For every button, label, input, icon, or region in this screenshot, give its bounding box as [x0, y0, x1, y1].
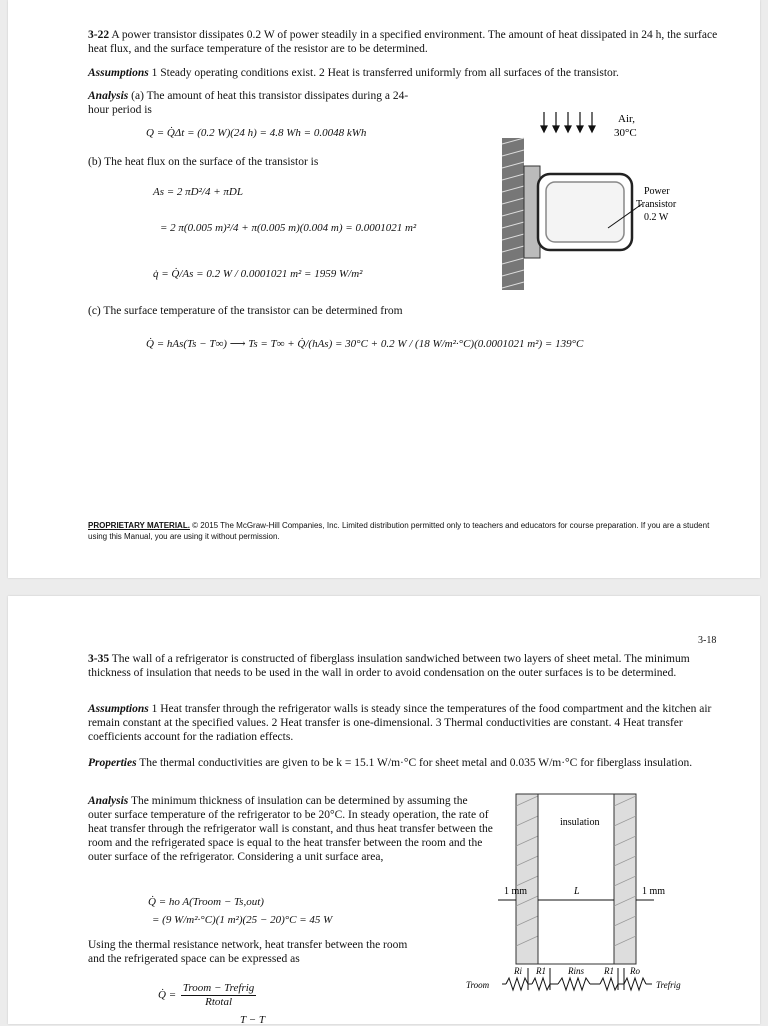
- analysis-label-2: Analysis: [88, 795, 129, 807]
- assumptions-label: Assumptions: [88, 67, 149, 79]
- document-page-1: [8, 0, 760, 578]
- equation-heat-rate: Q̇ = ho A(Troom − Ts,out): [148, 896, 264, 908]
- properties: [88, 756, 728, 770]
- assumptions-text-2: 1 Heat transfer through the refrigerator walls is steady since the temperatures of the food compartment and the kitchen air remain constant at the specified values. 2 Heat transfer is one-dimensional. 3 Thermal conductivities are constant. 4 Heat transfer coefficients account for the radiation effects.: [88, 703, 712, 743]
- analysis-text-2: The minimum thickness of insulation can be determined by assuming the outer surface temperature of the refrigerator to be 20°C. In steady operation, the rate of heat transfer through the refrigerator wall is constant, and thus heat transfer between the room and the refrigerated space is equal to the heat transfer between the room and the outer surface of the refrigerator. Considering a unit surface area,: [88, 795, 493, 863]
- r-label-1b: R1: [604, 966, 614, 976]
- document-page-2: [8, 596, 760, 1024]
- equation-b2: = 2 π(0.005 m)²/4 + π(0.005 m)(0.004 m) = 0.0001021 m²: [160, 222, 417, 234]
- right-sheet-metal: [614, 794, 636, 964]
- equation-heat-rate-value: = (9 W/m²·°C)(1 m²)(25 − 20)°C = 45 W: [152, 914, 333, 926]
- network-text: Using the thermal resistance network, heat transfer between the room and the refrigerated space can be expressed as: [88, 939, 408, 965]
- assumptions-text: 1 Steady operating conditions exist. 2 Heat is transferred uniformly from all surfaces of the transistor.: [151, 67, 619, 79]
- footer-bold: PROPRIETARY MATERIAL.: [88, 521, 190, 530]
- refrigerator-wall-figure: [458, 792, 718, 1024]
- problem-statement-2: [88, 652, 728, 680]
- equation-b3: q̇ = Q̇/As = 0.2 W / 0.0001021 m² = 1959 W/m²: [153, 268, 363, 280]
- analysis-2: [88, 794, 493, 864]
- equation-network-den: Rtotal: [205, 996, 233, 1008]
- equation-network-fraction: [181, 982, 256, 1009]
- page-number: 3-18: [698, 635, 717, 646]
- transistor-figure: [488, 104, 728, 304]
- r-label-i: Ri: [514, 966, 522, 976]
- copyright-footer: [88, 520, 718, 542]
- footer-text: © 2015 The McGraw-Hill Companies, Inc. Limited distribution permitted only to teachers and educators for course preparation. If you are a student using this Manual, you are using it without permission.: [88, 521, 710, 541]
- equation-partial: T − T: [240, 1014, 265, 1026]
- left-sheet-metal: [516, 794, 538, 964]
- air-flow-arrows: [541, 112, 595, 132]
- properties-text: The thermal conductivities are given to be k = 15.1 W/m·°C for sheet metal and 0.035 W/m·°C for fiberglass insulation.: [139, 757, 693, 769]
- analysis-label: Analysis: [88, 90, 129, 102]
- r-label-o: Ro: [630, 966, 640, 976]
- equation-network-num: Troom − Trefrig: [182, 982, 255, 994]
- problem-number-2: 3-35: [88, 653, 110, 665]
- equation-b1: As = 2 πD²/4 + πDL: [153, 186, 243, 198]
- t-refrig-label: Trefrig: [656, 980, 681, 990]
- equation-network: [158, 982, 258, 1009]
- part-c-text: (c) The surface temperature of the transistor can be determined from: [88, 305, 403, 317]
- t-room-label: Troom: [466, 980, 490, 990]
- insulation-thickness-label: L: [574, 886, 580, 897]
- air-label: Air,: [618, 113, 635, 125]
- assumptions-label-2: Assumptions: [88, 703, 149, 715]
- r-label-ins: Rins: [568, 966, 585, 976]
- transistor-label-2: Transistor: [636, 199, 677, 210]
- transistor-label-3: 0.2 W: [644, 212, 669, 223]
- problem-text-2: The wall of a refrigerator is constructed of fiberglass insulation sandwiched between two layers of sheet metal. The minimum thickness of insulation that needs to be used in the wall in order to avoid condensation on the outer surfaces is to be determined.: [88, 653, 690, 679]
- equation-network-lhs: Q̇ =: [158, 989, 177, 1002]
- air-temp: 30°C: [614, 127, 637, 139]
- mounting-wall: [502, 138, 524, 290]
- equation-part-a: Q = Q̇Δt = (0.2 W)(24 h) = 4.8 Wh = 0.0048 kWh: [146, 127, 367, 139]
- problem-number: 3-22: [88, 29, 110, 41]
- r-label-1a: R1: [536, 966, 546, 976]
- problem-text: A power transistor dissipates 0.2 W of power steadily in a specified environment. The amount of heat dissipated in 24 h, the surface heat flux, and the surface temperature of the resistor are to be determined.: [88, 29, 718, 55]
- problem-statement: [88, 28, 728, 56]
- left-thickness-label: 1 mm: [504, 886, 528, 897]
- assumptions: [88, 66, 728, 80]
- equation-part-c: Q̇ = hAs(Ts − T∞) ⟶ Ts = T∞ + Q̇/(hAs) = 30°C + 0.2 W / (18 W/m²·°C)(0.0001021 m²) = 139°C: [146, 338, 584, 350]
- properties-label: Properties: [88, 757, 137, 769]
- right-thickness-label: 1 mm: [642, 886, 666, 897]
- analysis-intro: [88, 89, 428, 117]
- part-b-text: (b) The heat flux on the surface of the transistor is: [88, 156, 319, 168]
- transistor-label-1: Power: [644, 186, 670, 197]
- insulation-label: insulation: [560, 817, 600, 828]
- assumptions-2: [88, 702, 728, 744]
- analysis-a-text: (a) The amount of heat this transistor dissipates during a 24-hour period is: [88, 90, 409, 116]
